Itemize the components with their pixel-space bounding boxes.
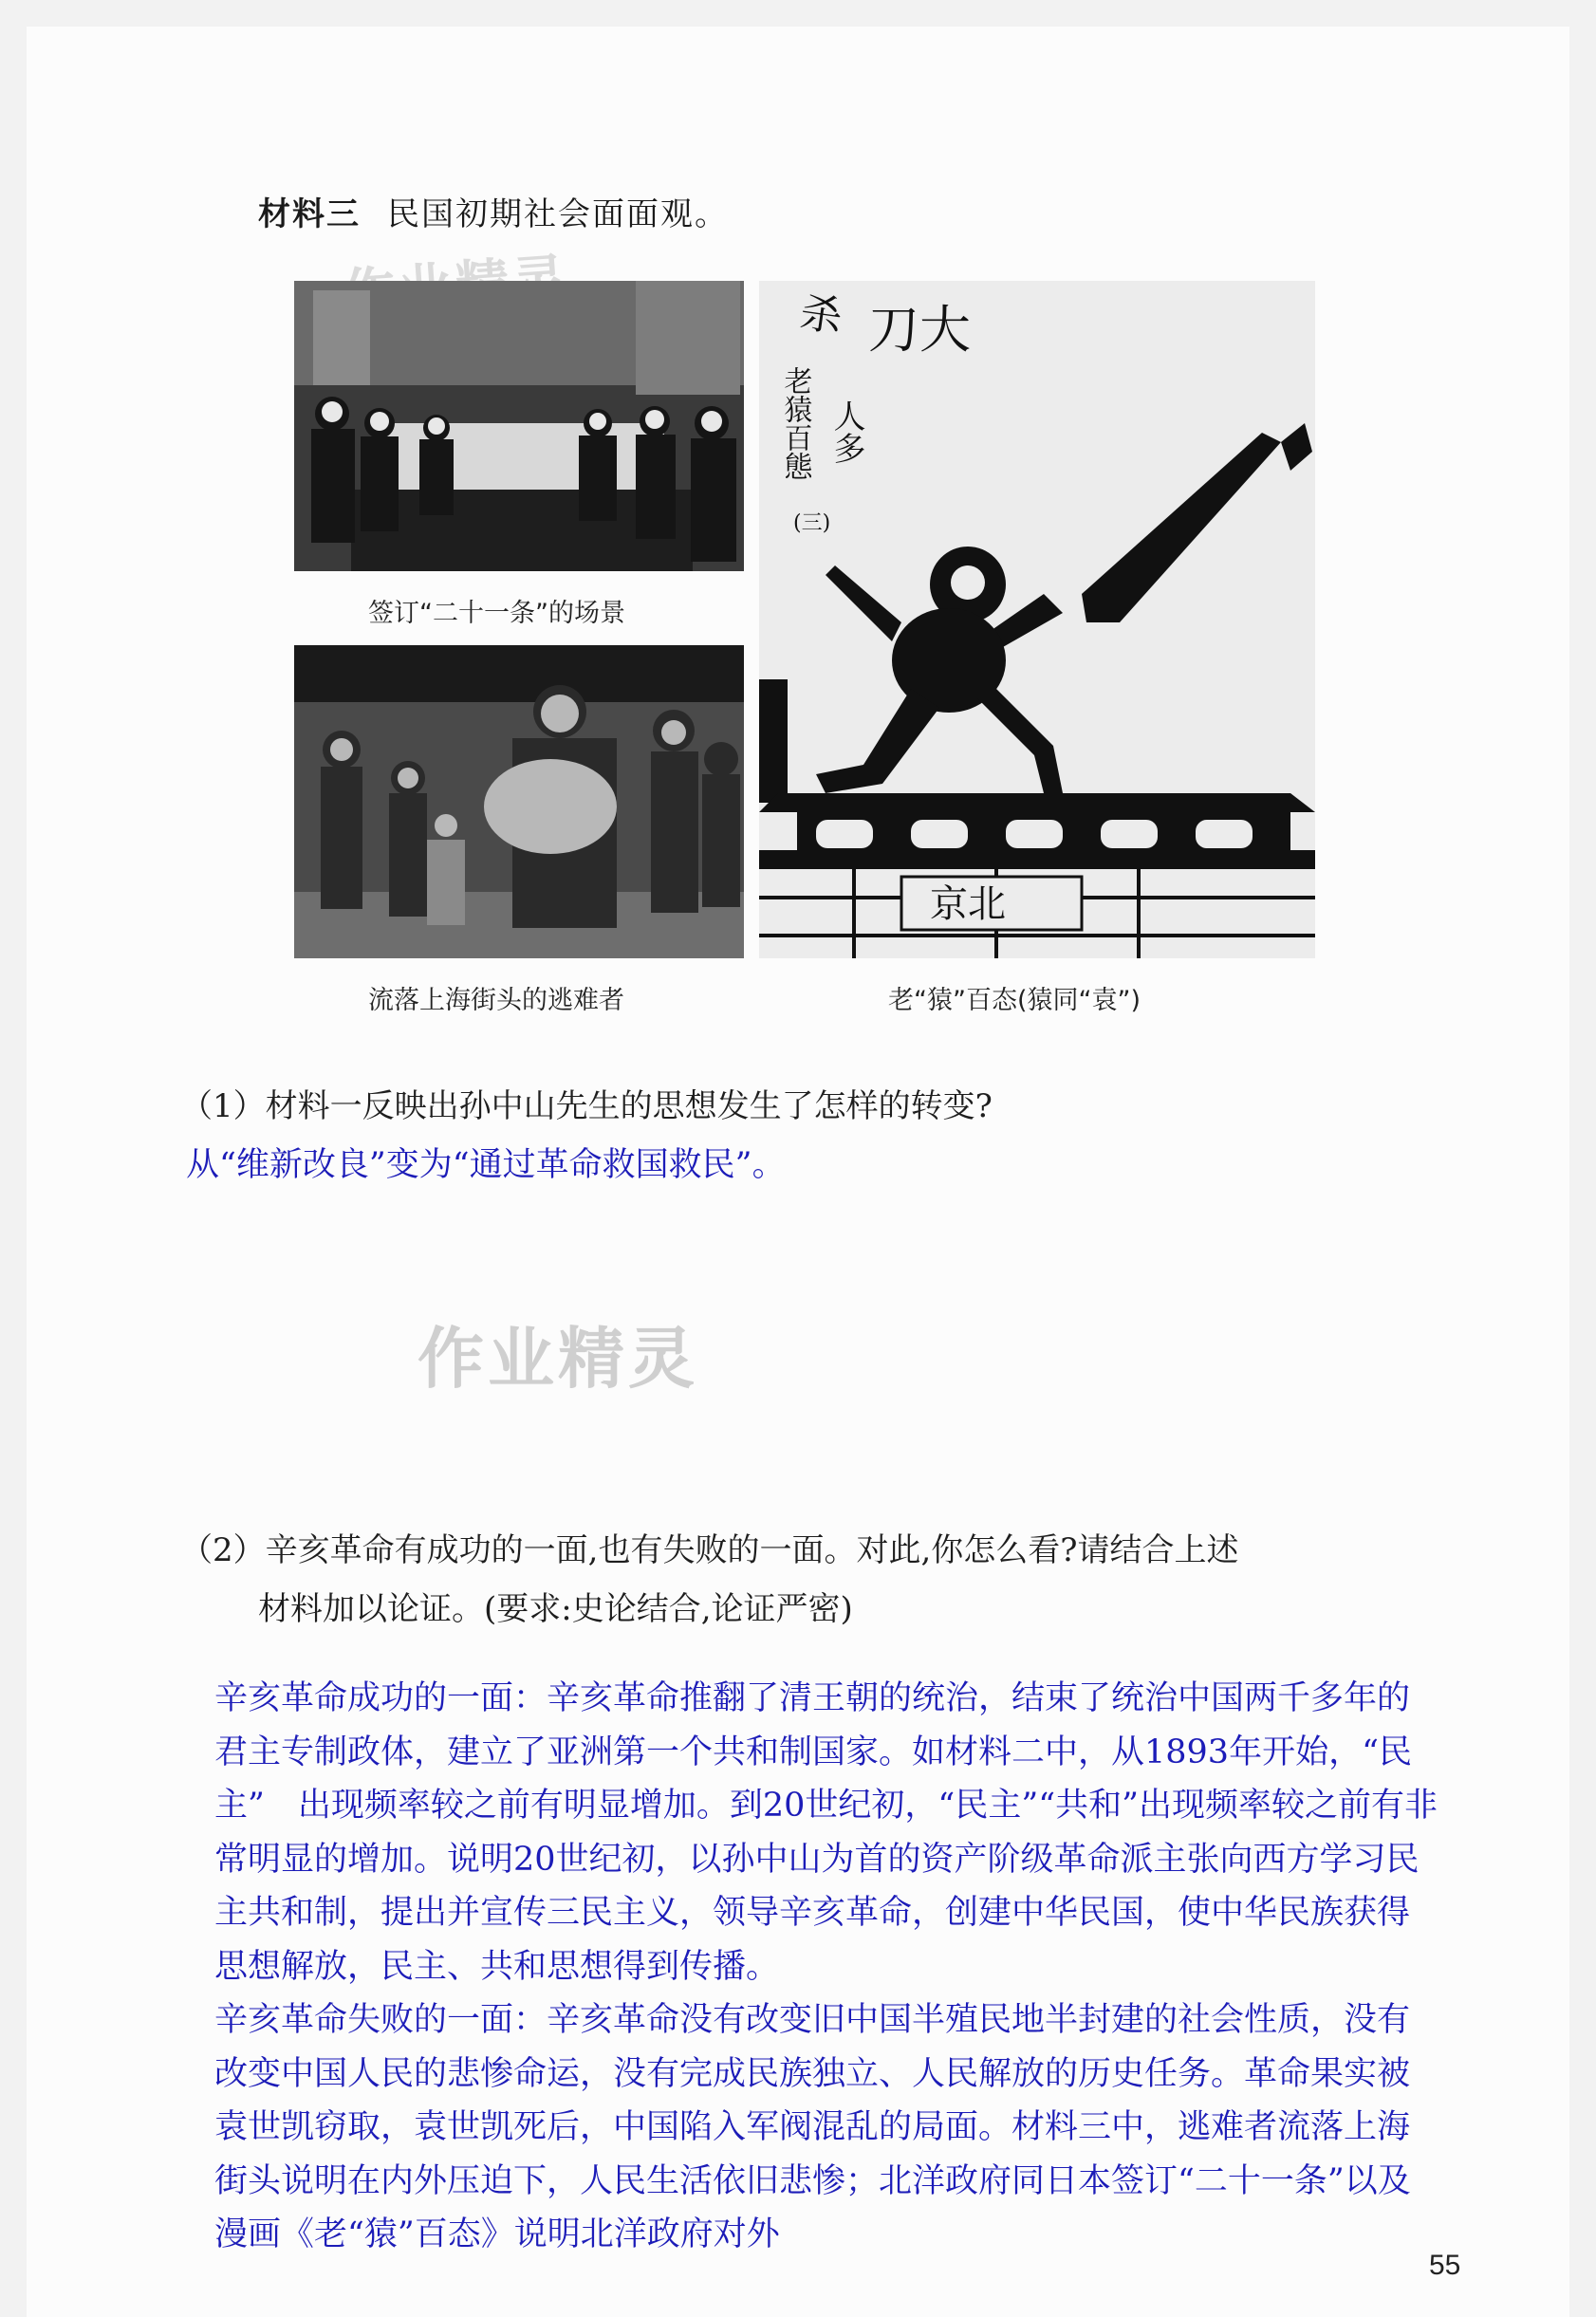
cartoon-text-3: 人多	[827, 399, 865, 464]
question-1: （1）材料一反映出孙中山先生的思想发生了怎样的转变?	[180, 1087, 993, 1125]
photo-signing	[294, 281, 744, 571]
answer-1: 从“维新改良”变为“通过革命救国救民”。	[186, 1146, 786, 1184]
cartoon-text-1: 刀大	[868, 300, 971, 360]
page-number: 55	[1429, 2250, 1461, 2281]
material-heading	[258, 188, 729, 234]
cartoon-gate-text: 京北	[930, 882, 1006, 926]
caption-signing: 签订“二十一条”的场景	[368, 599, 625, 628]
material-tag: 材料三	[258, 195, 361, 233]
question-2-line1: （2）辛亥革命有成功的一面,也有失败的一面。对此,你怎么看?请结合上述	[180, 1531, 1239, 1569]
watermark-middle: 作业精灵	[418, 1320, 698, 1398]
question-2-line2: 材料加以论证。(要求:史论结合,论证严密)	[258, 1590, 853, 1628]
cartoon-text-5: (三)	[793, 511, 831, 535]
photo-refugees	[294, 645, 744, 958]
cartoon-text-2: 杀	[797, 287, 845, 343]
cartoon-monkey	[759, 281, 1315, 958]
answer-2-success: 辛亥革命成功的一面：辛亥革命推翻了清王朝的统治，结束了统治中国两千多年的君主专制政体，建立了亚洲第一个共和制国家。如材料二中，从1893年开始，“民主” 出现频率较之前有明显增加。到20世纪初，“民主”“共和”出现频率较之前有非常明显的增加。说明20世纪初，以孙中山为首的资产阶级革命派主张向西方学习民主共和制，提出并宣传三民主义，领导辛亥革命，创建中华民国，使中华民族获得思想解放，民主、共和思想得到传播。	[214, 1679, 1438, 1986]
caption-refugees: 流落上海街头的逃难者	[368, 986, 624, 1015]
caption-cartoon: 老“猿”百态(猿同“袁”)	[888, 986, 1141, 1015]
answer-2-failure: 辛亥革命失败的一面：辛亥革命没有改变旧中国半殖民地半封建的社会性质，没有改变中国人民的悲惨命运，没有完成民族独立、人民解放的历史任务。革命果实被袁世凯窃取，袁世凯死后，中国陷入军阀混乱的局面。材料三中，逃难者流落上海街头说明在内外压迫下，人民生活依旧悲惨；北洋政府同日本签订“二十一条”以及漫画《老“猿”百态》说明北洋政府对外	[214, 2001, 1411, 2253]
answer-2	[214, 1672, 1438, 2262]
material-title: 民国初期社会面面观。	[387, 195, 729, 233]
cartoon-text-4: 老猿百態	[778, 366, 812, 480]
